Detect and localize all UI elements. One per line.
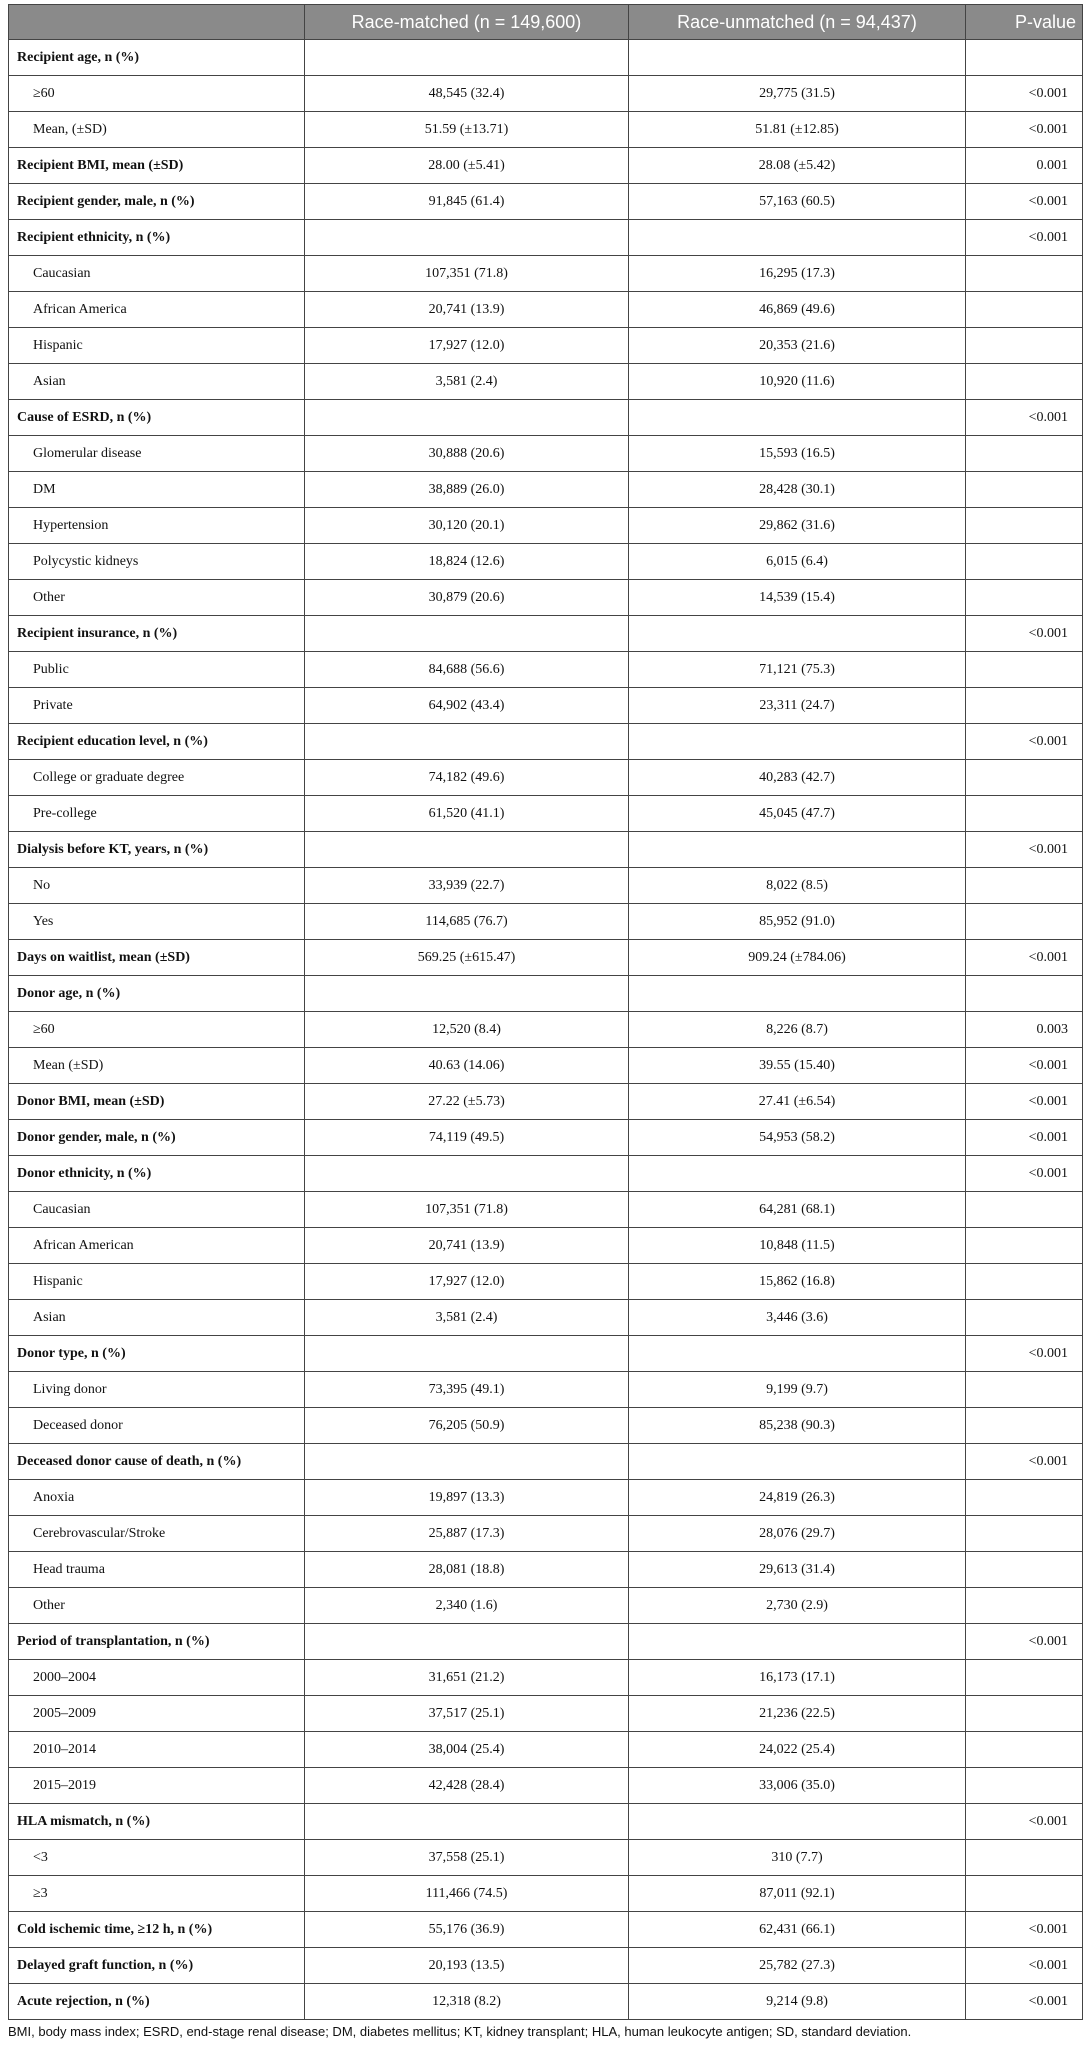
cell-p-value [966, 1408, 1083, 1444]
cell-race-matched: 30,879 (20.6) [305, 580, 629, 616]
cell-race-unmatched: 20,353 (21.6) [629, 328, 966, 364]
cell-race-unmatched: 16,173 (17.1) [629, 1660, 966, 1696]
cell-p-value [966, 868, 1083, 904]
cell-p-value [966, 1264, 1083, 1300]
row-label: Donor BMI, mean (±SD) [9, 1084, 305, 1120]
cell-race-matched: 37,558 (25.1) [305, 1840, 629, 1876]
cell-race-unmatched: 8,022 (8.5) [629, 868, 966, 904]
cell-race-unmatched [629, 1336, 966, 1372]
cell-race-matched [305, 724, 629, 760]
row-label: Asian [9, 364, 305, 400]
cell-race-unmatched: 85,238 (90.3) [629, 1408, 966, 1444]
cell-p-value [966, 1552, 1083, 1588]
table-body [9, 40, 1083, 2020]
table-row [9, 364, 1083, 400]
row-label: Delayed graft function, n (%) [9, 1948, 305, 1984]
cell-race-unmatched: 24,819 (26.3) [629, 1480, 966, 1516]
row-label: Caucasian [9, 256, 305, 292]
cell-race-matched: 37,517 (25.1) [305, 1696, 629, 1732]
cell-race-matched: 76,205 (50.9) [305, 1408, 629, 1444]
table-row [9, 1444, 1083, 1480]
row-label: Mean, (±SD) [9, 112, 305, 148]
cell-p-value [966, 544, 1083, 580]
header-race-matched: Race-matched (n = 149,600) [305, 5, 629, 40]
cell-p-value [966, 1588, 1083, 1624]
cell-p-value [966, 1372, 1083, 1408]
row-label: Donor type, n (%) [9, 1336, 305, 1372]
cell-p-value: <0.001 [966, 400, 1083, 436]
cell-p-value [966, 1480, 1083, 1516]
table-row [9, 1372, 1083, 1408]
cell-p-value: <0.001 [966, 1048, 1083, 1084]
table-row [9, 1048, 1083, 1084]
row-label: 2000–2004 [9, 1660, 305, 1696]
table-row [9, 436, 1083, 472]
cell-race-unmatched [629, 724, 966, 760]
cell-race-unmatched [629, 616, 966, 652]
table-row [9, 1588, 1083, 1624]
row-label: ≥3 [9, 1876, 305, 1912]
row-label: Deceased donor [9, 1408, 305, 1444]
row-label: Days on waitlist, mean (±SD) [9, 940, 305, 976]
cell-race-unmatched [629, 832, 966, 868]
cell-race-matched: 40.63 (14.06) [305, 1048, 629, 1084]
row-label: Hispanic [9, 1264, 305, 1300]
cell-race-matched: 20,193 (13.5) [305, 1948, 629, 1984]
row-label: Recipient gender, male, n (%) [9, 184, 305, 220]
cell-p-value: <0.001 [966, 1084, 1083, 1120]
cell-race-unmatched: 57,163 (60.5) [629, 184, 966, 220]
table-row [9, 1768, 1083, 1804]
row-label: Other [9, 580, 305, 616]
cell-race-unmatched: 28.08 (±5.42) [629, 148, 966, 184]
cell-race-matched: 84,688 (56.6) [305, 652, 629, 688]
table-row [9, 328, 1083, 364]
cell-race-unmatched: 29,613 (31.4) [629, 1552, 966, 1588]
cell-race-matched: 27.22 (±5.73) [305, 1084, 629, 1120]
table-row [9, 1300, 1083, 1336]
cell-p-value: <0.001 [966, 1624, 1083, 1660]
row-label: African America [9, 292, 305, 328]
cell-race-matched: 3,581 (2.4) [305, 364, 629, 400]
table-row [9, 724, 1083, 760]
cell-race-unmatched [629, 40, 966, 76]
cell-race-unmatched [629, 1804, 966, 1840]
table-row [9, 1804, 1083, 1840]
table-footnote: BMI, body mass index; ESRD, end-stage renal disease; DM, diabetes mellitus; KT, kidney transplant; HLA, human leukocyte antigen; SD, standard deviation. [8, 2024, 912, 2039]
cell-p-value: <0.001 [966, 616, 1083, 652]
row-label: Cause of ESRD, n (%) [9, 400, 305, 436]
table-row [9, 1192, 1083, 1228]
cell-race-unmatched: 909.24 (±784.06) [629, 940, 966, 976]
table-row [9, 256, 1083, 292]
row-label: Recipient ethnicity, n (%) [9, 220, 305, 256]
table-row [9, 472, 1083, 508]
cell-p-value: <0.001 [966, 832, 1083, 868]
cell-race-unmatched: 15,593 (16.5) [629, 436, 966, 472]
cell-race-matched: 38,004 (25.4) [305, 1732, 629, 1768]
table-row [9, 40, 1083, 76]
cell-race-unmatched: 62,431 (66.1) [629, 1912, 966, 1948]
table-row [9, 112, 1083, 148]
cell-race-unmatched: 28,076 (29.7) [629, 1516, 966, 1552]
table-row [9, 976, 1083, 1012]
cell-race-matched [305, 40, 629, 76]
cell-race-unmatched: 45,045 (47.7) [629, 796, 966, 832]
table-row [9, 1012, 1083, 1048]
cell-race-unmatched: 64,281 (68.1) [629, 1192, 966, 1228]
cell-race-unmatched: 54,953 (58.2) [629, 1120, 966, 1156]
row-label: DM [9, 472, 305, 508]
row-label: Cold ischemic time, ≥12 h, n (%) [9, 1912, 305, 1948]
cell-race-matched: 19,897 (13.3) [305, 1480, 629, 1516]
table-row [9, 1876, 1083, 1912]
cell-race-matched: 569.25 (±615.47) [305, 940, 629, 976]
cell-p-value [966, 40, 1083, 76]
cell-p-value: <0.001 [966, 1120, 1083, 1156]
cell-p-value: <0.001 [966, 1804, 1083, 1840]
row-label: Hypertension [9, 508, 305, 544]
table-row [9, 1696, 1083, 1732]
cell-p-value: 0.003 [966, 1012, 1083, 1048]
header-race-unmatched: Race-unmatched (n = 94,437) [629, 5, 966, 40]
cell-race-unmatched: 33,006 (35.0) [629, 1768, 966, 1804]
cell-race-matched: 61,520 (41.1) [305, 796, 629, 832]
cell-race-unmatched [629, 1444, 966, 1480]
row-label: Period of transplantation, n (%) [9, 1624, 305, 1660]
table-row [9, 148, 1083, 184]
cell-p-value [966, 472, 1083, 508]
cell-race-matched: 17,927 (12.0) [305, 1264, 629, 1300]
cell-race-matched: 28,081 (18.8) [305, 1552, 629, 1588]
table-row [9, 220, 1083, 256]
cell-p-value: <0.001 [966, 724, 1083, 760]
row-label: Donor ethnicity, n (%) [9, 1156, 305, 1192]
table-row [9, 1552, 1083, 1588]
cell-p-value [966, 1840, 1083, 1876]
cell-p-value [966, 436, 1083, 472]
cell-race-matched: 111,466 (74.5) [305, 1876, 629, 1912]
cell-p-value [966, 976, 1083, 1012]
row-label: ≥60 [9, 76, 305, 112]
cell-p-value: <0.001 [966, 76, 1083, 112]
cell-race-unmatched: 24,022 (25.4) [629, 1732, 966, 1768]
table-container [8, 4, 1082, 2039]
cell-race-unmatched [629, 976, 966, 1012]
cell-race-matched: 114,685 (76.7) [305, 904, 629, 940]
cell-race-unmatched [629, 400, 966, 436]
cell-p-value [966, 1696, 1083, 1732]
cell-race-unmatched: 39.55 (15.40) [629, 1048, 966, 1084]
table-row [9, 904, 1083, 940]
cell-p-value [966, 364, 1083, 400]
row-label: Donor gender, male, n (%) [9, 1120, 305, 1156]
cell-race-matched [305, 1444, 629, 1480]
row-label: No [9, 868, 305, 904]
characteristics-table [8, 4, 1083, 2020]
cell-race-matched: 30,120 (20.1) [305, 508, 629, 544]
row-label: 2010–2014 [9, 1732, 305, 1768]
cell-race-matched: 42,428 (28.4) [305, 1768, 629, 1804]
cell-race-unmatched: 3,446 (3.6) [629, 1300, 966, 1336]
cell-race-unmatched: 29,775 (31.5) [629, 76, 966, 112]
row-label: Caucasian [9, 1192, 305, 1228]
table-row [9, 1948, 1083, 1984]
cell-race-unmatched [629, 1156, 966, 1192]
cell-p-value: <0.001 [966, 112, 1083, 148]
row-label: Private [9, 688, 305, 724]
cell-p-value [966, 652, 1083, 688]
table-row [9, 1480, 1083, 1516]
cell-p-value: <0.001 [966, 1912, 1083, 1948]
row-label: ≥60 [9, 1012, 305, 1048]
cell-p-value [966, 1876, 1083, 1912]
cell-p-value: <0.001 [966, 220, 1083, 256]
cell-p-value [966, 508, 1083, 544]
cell-race-unmatched: 40,283 (42.7) [629, 760, 966, 796]
cell-p-value [966, 760, 1083, 796]
table-row [9, 1732, 1083, 1768]
cell-race-unmatched: 51.81 (±12.85) [629, 112, 966, 148]
cell-race-matched: 25,887 (17.3) [305, 1516, 629, 1552]
cell-race-matched: 74,119 (49.5) [305, 1120, 629, 1156]
cell-race-matched: 28.00 (±5.41) [305, 148, 629, 184]
cell-race-matched [305, 616, 629, 652]
table-row [9, 1228, 1083, 1264]
row-label: Mean (±SD) [9, 1048, 305, 1084]
row-label: Deceased donor cause of death, n (%) [9, 1444, 305, 1480]
cell-race-unmatched: 23,311 (24.7) [629, 688, 966, 724]
table-row [9, 616, 1083, 652]
cell-race-matched [305, 832, 629, 868]
cell-race-matched: 48,545 (32.4) [305, 76, 629, 112]
cell-race-matched [305, 400, 629, 436]
table-row [9, 760, 1083, 796]
cell-race-unmatched: 27.41 (±6.54) [629, 1084, 966, 1120]
cell-race-matched: 12,520 (8.4) [305, 1012, 629, 1048]
cell-p-value [966, 328, 1083, 364]
table-row [9, 1156, 1083, 1192]
cell-race-matched: 51.59 (±13.71) [305, 112, 629, 148]
row-label: Living donor [9, 1372, 305, 1408]
row-label: Recipient insurance, n (%) [9, 616, 305, 652]
cell-race-matched [305, 1336, 629, 1372]
row-label: Cerebrovascular/Stroke [9, 1516, 305, 1552]
cell-p-value: <0.001 [966, 1984, 1083, 2020]
cell-race-matched: 30,888 (20.6) [305, 436, 629, 472]
row-label: Anoxia [9, 1480, 305, 1516]
table-row [9, 652, 1083, 688]
row-label: Polycystic kidneys [9, 544, 305, 580]
cell-race-matched: 3,581 (2.4) [305, 1300, 629, 1336]
table-row [9, 832, 1083, 868]
cell-race-matched: 33,939 (22.7) [305, 868, 629, 904]
table-row [9, 1336, 1083, 1372]
cell-race-matched: 55,176 (36.9) [305, 1912, 629, 1948]
cell-race-matched [305, 220, 629, 256]
row-label: College or graduate degree [9, 760, 305, 796]
table-row [9, 1120, 1083, 1156]
cell-race-unmatched: 15,862 (16.8) [629, 1264, 966, 1300]
row-label: Pre-college [9, 796, 305, 832]
cell-race-unmatched: 10,920 (11.6) [629, 364, 966, 400]
cell-p-value: <0.001 [966, 184, 1083, 220]
cell-p-value [966, 1228, 1083, 1264]
row-label: Recipient BMI, mean (±SD) [9, 148, 305, 184]
row-label: Public [9, 652, 305, 688]
row-label: Head trauma [9, 1552, 305, 1588]
row-label: <3 [9, 1840, 305, 1876]
row-label: African American [9, 1228, 305, 1264]
cell-race-unmatched [629, 220, 966, 256]
cell-race-matched: 107,351 (71.8) [305, 1192, 629, 1228]
cell-race-matched: 73,395 (49.1) [305, 1372, 629, 1408]
cell-p-value [966, 1732, 1083, 1768]
table-row [9, 544, 1083, 580]
cell-race-unmatched: 87,011 (92.1) [629, 1876, 966, 1912]
table-row [9, 292, 1083, 328]
table-row [9, 940, 1083, 976]
cell-p-value [966, 904, 1083, 940]
cell-race-matched: 12,318 (8.2) [305, 1984, 629, 2020]
table-row [9, 1084, 1083, 1120]
cell-race-unmatched: 10,848 (11.5) [629, 1228, 966, 1264]
cell-race-matched: 17,927 (12.0) [305, 328, 629, 364]
row-label: Glomerular disease [9, 436, 305, 472]
table-row [9, 1912, 1083, 1948]
table-row [9, 796, 1083, 832]
header-p-value: P-value [966, 5, 1083, 40]
cell-race-unmatched: 14,539 (15.4) [629, 580, 966, 616]
table-row [9, 1516, 1083, 1552]
row-label: Acute rejection, n (%) [9, 1984, 305, 2020]
table-row [9, 868, 1083, 904]
cell-race-unmatched: 21,236 (22.5) [629, 1696, 966, 1732]
cell-p-value: <0.001 [966, 1336, 1083, 1372]
cell-p-value: <0.001 [966, 1156, 1083, 1192]
table-row [9, 184, 1083, 220]
cell-race-matched: 64,902 (43.4) [305, 688, 629, 724]
cell-race-matched [305, 1156, 629, 1192]
cell-race-matched: 2,340 (1.6) [305, 1588, 629, 1624]
cell-race-matched [305, 1804, 629, 1840]
cell-race-matched [305, 976, 629, 1012]
row-label: Hispanic [9, 328, 305, 364]
cell-race-unmatched: 85,952 (91.0) [629, 904, 966, 940]
row-label: Donor age, n (%) [9, 976, 305, 1012]
cell-race-unmatched: 310 (7.7) [629, 1840, 966, 1876]
cell-p-value: <0.001 [966, 1444, 1083, 1480]
table-row [9, 1840, 1083, 1876]
cell-p-value [966, 688, 1083, 724]
cell-p-value [966, 796, 1083, 832]
cell-race-unmatched: 46,869 (49.6) [629, 292, 966, 328]
table-row [9, 580, 1083, 616]
cell-race-unmatched [629, 1624, 966, 1660]
table-row [9, 76, 1083, 112]
cell-race-matched: 18,824 (12.6) [305, 544, 629, 580]
cell-race-matched: 38,889 (26.0) [305, 472, 629, 508]
table-row [9, 1264, 1083, 1300]
row-label: Other [9, 1588, 305, 1624]
cell-race-unmatched: 6,015 (6.4) [629, 544, 966, 580]
cell-race-matched: 31,651 (21.2) [305, 1660, 629, 1696]
cell-race-unmatched: 2,730 (2.9) [629, 1588, 966, 1624]
cell-race-unmatched: 9,199 (9.7) [629, 1372, 966, 1408]
cell-p-value [966, 1516, 1083, 1552]
cell-race-unmatched: 9,214 (9.8) [629, 1984, 966, 2020]
cell-p-value: <0.001 [966, 940, 1083, 976]
row-label: 2005–2009 [9, 1696, 305, 1732]
cell-race-unmatched: 8,226 (8.7) [629, 1012, 966, 1048]
cell-race-matched: 107,351 (71.8) [305, 256, 629, 292]
table-row [9, 1984, 1083, 2020]
cell-p-value [966, 292, 1083, 328]
cell-race-unmatched: 29,862 (31.6) [629, 508, 966, 544]
cell-race-matched [305, 1624, 629, 1660]
cell-p-value [966, 1300, 1083, 1336]
cell-race-unmatched: 71,121 (75.3) [629, 652, 966, 688]
cell-race-unmatched: 16,295 (17.3) [629, 256, 966, 292]
table-header-row [9, 5, 1083, 40]
cell-race-matched: 20,741 (13.9) [305, 292, 629, 328]
cell-race-unmatched: 25,782 (27.3) [629, 1948, 966, 1984]
cell-race-matched: 20,741 (13.9) [305, 1228, 629, 1264]
row-label: HLA mismatch, n (%) [9, 1804, 305, 1840]
cell-p-value [966, 1660, 1083, 1696]
cell-p-value [966, 256, 1083, 292]
row-label: Dialysis before KT, years, n (%) [9, 832, 305, 868]
row-label: Recipient education level, n (%) [9, 724, 305, 760]
row-label: Asian [9, 1300, 305, 1336]
table-row [9, 1624, 1083, 1660]
cell-p-value [966, 1192, 1083, 1228]
table-row [9, 400, 1083, 436]
header-label [9, 5, 305, 40]
cell-race-matched: 74,182 (49.6) [305, 760, 629, 796]
cell-p-value: <0.001 [966, 1948, 1083, 1984]
table-row [9, 1660, 1083, 1696]
table-row [9, 508, 1083, 544]
row-label: 2015–2019 [9, 1768, 305, 1804]
cell-p-value: 0.001 [966, 148, 1083, 184]
row-label: Yes [9, 904, 305, 940]
cell-race-unmatched: 28,428 (30.1) [629, 472, 966, 508]
row-label: Recipient age, n (%) [9, 40, 305, 76]
cell-p-value [966, 580, 1083, 616]
cell-p-value [966, 1768, 1083, 1804]
cell-race-matched: 91,845 (61.4) [305, 184, 629, 220]
table-row [9, 1408, 1083, 1444]
table-row [9, 688, 1083, 724]
